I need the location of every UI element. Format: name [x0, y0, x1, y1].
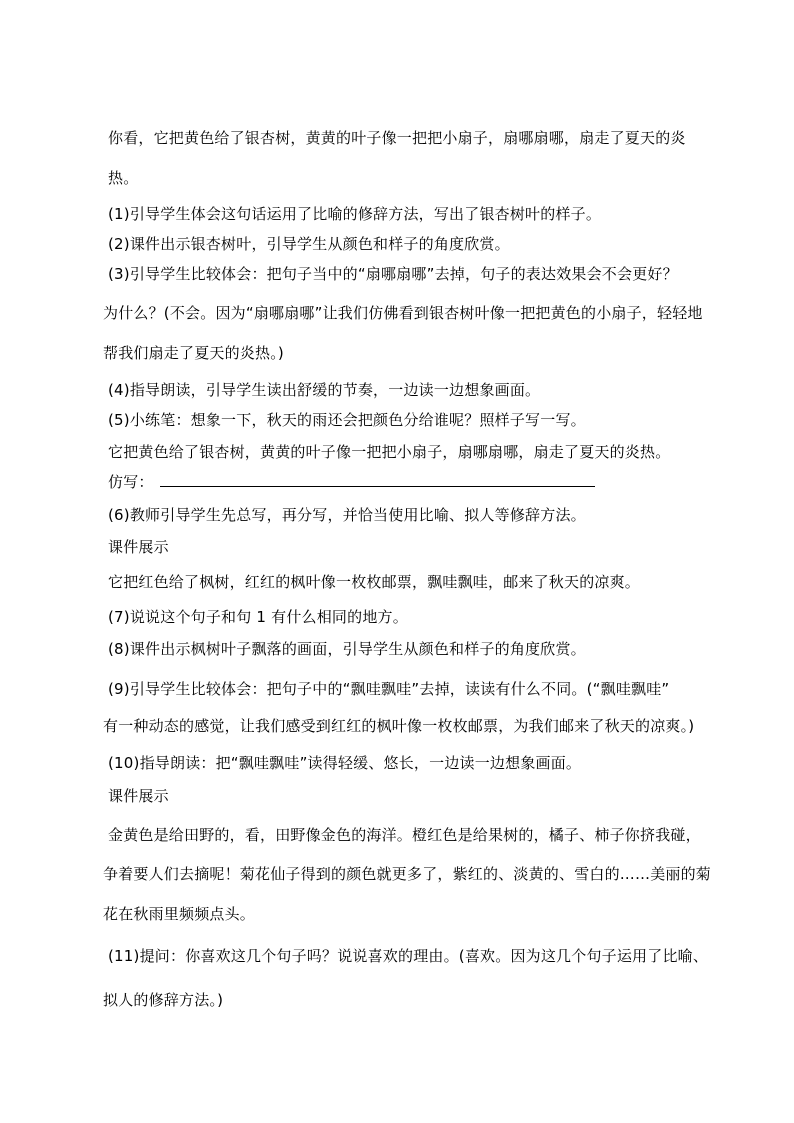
paragraph-line: (10)指导朗读：把“飘哇飘哇”读得轻缓、悠长，一边读一边想象画面。 [108, 754, 582, 772]
paragraph-line: 为什么？(不会。因为“扇哪扇哪”让我们仿佛看到银杏树叶像一把把黄色的小扇子，轻轻地 [103, 304, 703, 322]
paragraph-line: 热。 [108, 169, 139, 187]
paragraph-line: 拟人的修辞方法。) [103, 991, 224, 1009]
paragraph-line: (11)提问：你喜欢这几个句子吗？说说喜欢的理由。(喜欢。因为这几个句子运用了比喻、 [108, 947, 709, 965]
paragraph-line: (9)引导学生比较体会：把句子中的“飘哇飘哇”去掉，读读有什么不同。(“飘哇飘哇” [108, 680, 670, 698]
paragraph-line: 它把红色给了枫树，红红的枫叶像一枚枚邮票，飘哇飘哇，邮来了秋天的凉爽。 [108, 573, 641, 591]
imitation-label: 仿写： [108, 473, 154, 491]
paragraph-line: (4)指导朗读，引导学生读出舒缓的节奏，一边读一边想象画面。 [108, 381, 541, 399]
writing-blank-line [160, 486, 595, 487]
paragraph-line: (2)课件出示银杏树叶，引导学生从颜色和样子的角度欣赏。 [108, 235, 510, 253]
section-label: 课件展示 [108, 787, 169, 805]
paragraph-line: 它把黄色给了银杏树，黄黄的叶子像一把把小扇子，扇哪扇哪，扇走了夏天的炎热。 [108, 443, 671, 461]
paragraph-line: 争着要人们去摘呢！菊花仙子得到的颜色就更多了，紫红的、淡黄的、雪白的……美丽的菊 [103, 865, 712, 883]
paragraph-line: (8)课件出示枫树叶子飘落的画面，引导学生从颜色和样子的角度欣赏。 [108, 640, 586, 658]
paragraph-line: (3)引导学生比较体会：把句子当中的“扇哪扇哪”去掉，句子的表达效果会不会更好？ [108, 265, 678, 283]
paragraph-line: 花在秋雨里频频点头。 [103, 905, 256, 923]
paragraph-line: 金黄色是给田野的，看，田野像金色的海洋。橙红色是给果树的，橘子、柿子你挤我碰， [108, 826, 701, 844]
paragraph-line: 有一种动态的感觉，让我们感受到红红的枫叶像一枚枚邮票，为我们邮来了秋天的凉爽。) [103, 717, 695, 735]
paragraph-line: 帮我们扇走了夏天的炎热。) [103, 344, 284, 362]
section-label: 课件展示 [108, 538, 169, 556]
paragraph-line: (5)小练笔：想象一下，秋天的雨还会把颜色分给谁呢？照样子写一写。 [108, 411, 586, 429]
paragraph-line: (7)说说这个句子和句 1 有什么相同的地方。 [108, 608, 408, 626]
paragraph-line: (1)引导学生体会这句话运用了比喻的修辞方法，写出了银杏树叶的样子。 [108, 205, 602, 223]
paragraph-line: (6)教师引导学生先总写，再分写，并恰当使用比喻、拟人等修辞方法。 [108, 506, 586, 524]
paragraph-line: 你看，它把黄色给了银杏树，黄黄的叶子像一把把小扇子，扇哪扇哪，扇走了夏天的炎 [108, 129, 686, 147]
